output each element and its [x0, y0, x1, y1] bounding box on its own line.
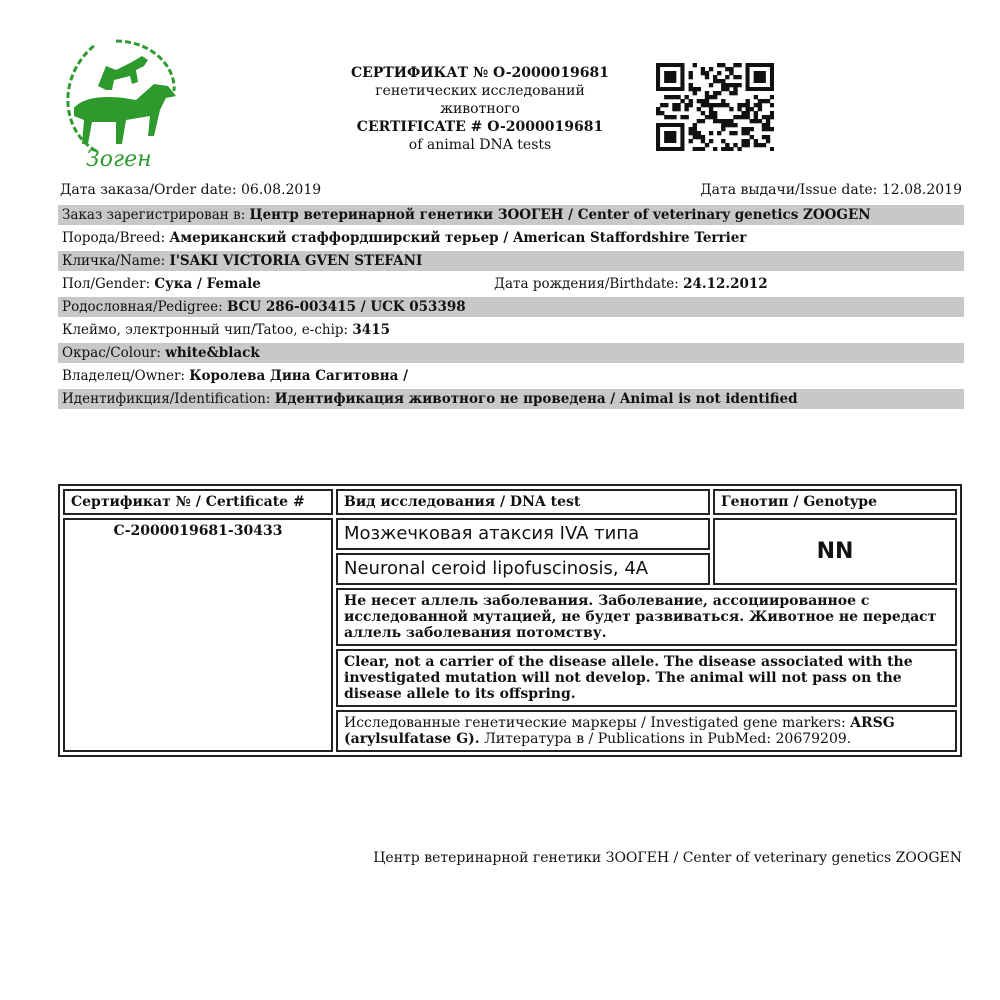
dna-test-table — [58, 484, 962, 757]
order-date: Дата заказа/Order date: 06.08.2019 — [60, 182, 322, 198]
gender-field: Пол/Gender: Сука / Female — [62, 276, 261, 292]
certificate-number: C-2000019681-30433 — [63, 518, 333, 752]
issue-date: Дата выдачи/Issue date: 12.08.2019 — [700, 182, 962, 198]
title-en-number: CERTIFICATE # O-2000019681 — [356, 119, 604, 135]
test-name-en: Neuronal ceroid lipofuscinosis, 4A — [336, 553, 710, 585]
result-ru: Не несет аллель заболевания. Заболевание, ассоциированное с исследованной мутацией, не будет развиваться. Животное не передаст аллель заболевания потомству. — [336, 588, 957, 646]
zoogen-logo — [56, 36, 186, 176]
table-header-row — [63, 489, 957, 515]
title-ru-line2: генетических исследований — [375, 83, 585, 99]
chip-row: Клеймо, электронный чип/Tatoo, e-chip: 3415 — [62, 322, 390, 338]
animal-info — [58, 205, 964, 412]
dates-row — [60, 182, 962, 198]
pedigree-row: Родословная/Pedigree: BCU 286-003415 / UCK 053398 — [58, 297, 964, 317]
birthdate-field: Дата рождения/Birthdate: 24.12.2012 — [494, 276, 768, 292]
gene-markers: Исследованные генетические маркеры / Investigated gene markers: ARSG (arylsulfatase G). Литература в / Publications in PubMed: 20679209. — [336, 710, 957, 752]
header-genotype: Генотип / Genotype — [713, 489, 957, 515]
registered-row: Заказ зарегистрирован в: Центр ветеринарной генетики ЗООГЕН / Center of veterinary genetics ZOOGEN — [58, 205, 964, 225]
footer-text: Центр ветеринарной генетики ЗООГЕН / Center of veterinary genetics ZOOGEN — [373, 850, 962, 866]
owner-row: Владелец/Owner: Королева Дина Сагитовна / — [62, 368, 409, 384]
logo-text: Зоген — [86, 147, 152, 172]
name-row: Кличка/Name: I'SAKI VICTORIA GVEN STEFANI — [58, 251, 964, 271]
dog-icon — [98, 56, 148, 90]
laurel-wreath-left — [68, 44, 96, 151]
title-en-line2: of animal DNA tests — [408, 137, 552, 153]
breed-row: Порода/Breed: Американский стаффордширский терьер / American Staffordshire Terrier — [62, 230, 747, 246]
horse-icon — [74, 84, 176, 144]
title-ru-line3: животного — [440, 101, 520, 117]
qr-code-icon — [656, 63, 774, 151]
title-ru-number: СЕРТИФИКАТ № O-2000019681 — [351, 65, 609, 81]
identification-row: Идентификция/Identification: Идентификация животного не проведена / Animal is not identified — [58, 389, 964, 409]
header-dna-test: Вид исследования / DNA test — [336, 489, 710, 515]
colour-row: Окрас/Colour: white&black — [58, 343, 964, 363]
genotype-value: NN — [713, 518, 957, 585]
header-certificate: Сертификат № / Certificate # — [63, 489, 333, 515]
table-row — [63, 518, 957, 550]
certificate-title — [290, 64, 670, 154]
test-name-ru: Мозжечковая атаксия IVA типа — [336, 518, 710, 550]
result-en: Clear, not a carrier of the disease allele. The disease associated with the investigated mutation will not develop. The animal will not pass on the disease allele to its offspring. — [336, 649, 957, 707]
gender-birth-row — [58, 274, 964, 294]
